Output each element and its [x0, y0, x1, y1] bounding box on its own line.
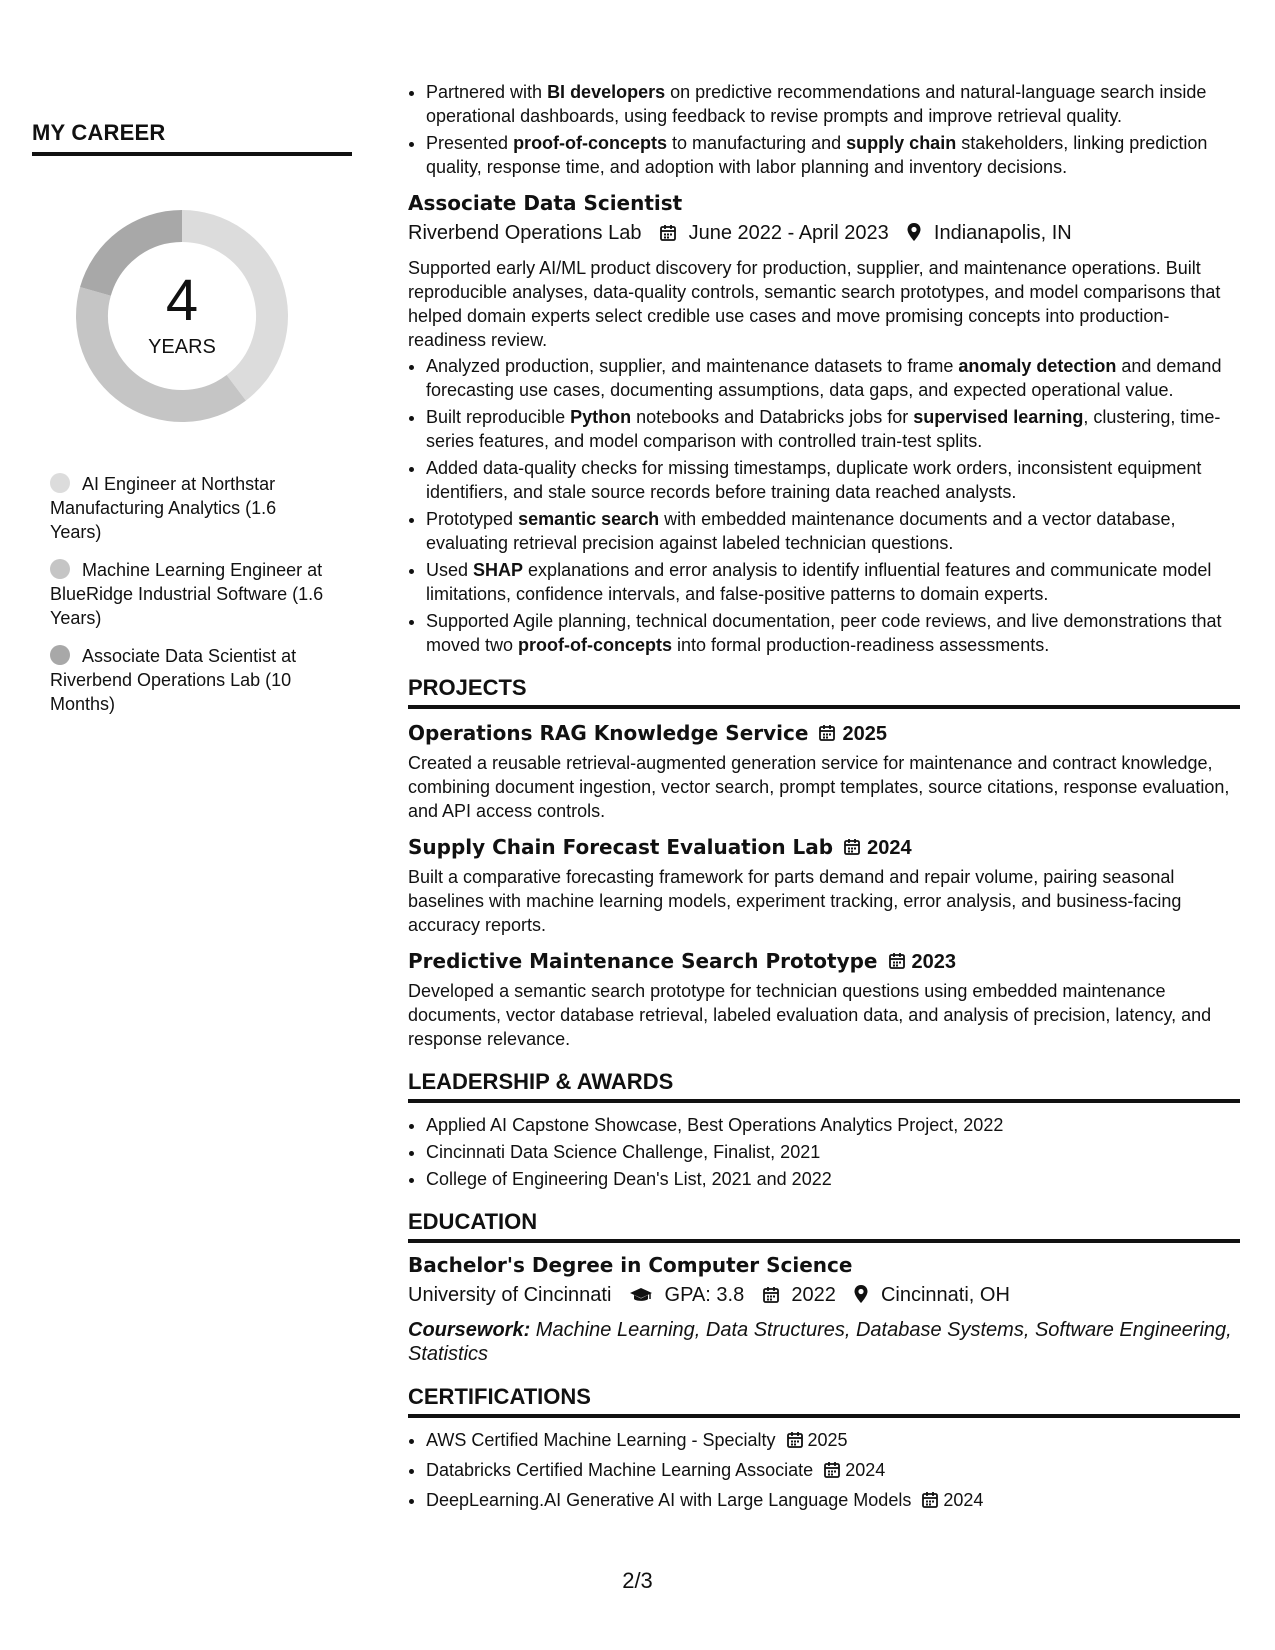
calendar-icon: [786, 1431, 804, 1455]
certification-item: [426, 1428, 1240, 1455]
certification-year: 2025: [807, 1430, 848, 1450]
certification-year: 2024: [845, 1460, 886, 1480]
project-year: 2024: [867, 837, 912, 859]
bullet-item: [426, 456, 1240, 504]
education-heading: EDUCATION: [408, 1209, 1240, 1243]
legend-label: Machine Learning Engineer at BlueRidge Industrial Software (1.6 Years): [50, 560, 324, 628]
bold-keyword: anomaly detection: [958, 356, 1117, 376]
calendar-icon: [823, 1461, 841, 1485]
certifications-list: [408, 1428, 1240, 1515]
certification-name: Databricks Certified Machine Learning Associate: [426, 1460, 814, 1480]
project-title: [408, 721, 1240, 747]
project-description: Developed a semantic search prototype for technician questions using embedded maintenance documents, vector database retrieval, labeled evaluation data, and analysis of precision, latency, and response relevance.: [408, 981, 1212, 1049]
awards-heading: LEADERSHIP & AWARDS: [408, 1069, 1240, 1103]
legend-item: [50, 472, 330, 544]
project-year: 2023: [911, 951, 956, 973]
project-name: Predictive Maintenance Search Prototype: [408, 949, 878, 973]
bullet-item: [426, 507, 1240, 555]
bullet-text: stakeholders, linking prediction quality, response time, and adoption with labor planning and inventory decisions.: [426, 133, 1208, 177]
bullet-text: Analyzed production, supplier, and maintenance datasets to frame: [426, 356, 959, 376]
bold-keyword: BI developers: [547, 82, 666, 102]
calendar-icon: [843, 837, 861, 861]
certification-year: 2024: [943, 1490, 984, 1510]
project-description: Created a reusable retrieval-augmented generation service for maintenance and contract knowledge, combining document ingestion, vector search, prompt templates, source citations, response evaluation, and API access controls.: [408, 753, 1230, 821]
bold-keyword: proof-of-concepts: [513, 133, 668, 153]
bullet-text: notebooks and Databricks jobs for: [631, 407, 914, 427]
projects-heading: PROJECTS: [408, 675, 1240, 709]
legend-item: [50, 558, 330, 630]
project-title: [408, 835, 1240, 861]
bullet-item: [426, 131, 1240, 179]
project-name: Supply Chain Forecast Evaluation Lab: [408, 835, 834, 859]
calendar-icon: [888, 951, 906, 975]
bold-keyword: SHAP: [473, 560, 524, 580]
bullet-text: into formal production-readiness assessments.: [672, 635, 1050, 655]
bold-keyword: proof-of-concepts: [518, 635, 673, 655]
legend-item: [50, 644, 330, 716]
job-meta: [408, 219, 1240, 250]
job-summary: Supported early AI/ML product discovery for production, supplier, and maintenance operations. Built reproducible analyses, data-quality controls, semantic search prototypes, and model comparisons that helped domain experts select credible use cases and move promising concepts into production-readiness review.: [408, 258, 1221, 350]
project-name: Operations RAG Knowledge Service: [408, 721, 809, 745]
job-location: Indianapolis, IN: [933, 222, 1072, 244]
calendar-icon: [659, 222, 677, 250]
legend-swatch: [50, 473, 70, 493]
legend-swatch: [50, 559, 70, 579]
legend-label: Associate Data Scientist at Riverbend Operations Lab (10 Months): [50, 646, 297, 714]
school-name: University of Cincinnati: [408, 1284, 612, 1306]
job-company: Riverbend Operations Lab: [408, 222, 642, 244]
career-donut-chart: [62, 196, 302, 436]
bold-keyword: supply chain: [846, 133, 957, 153]
award-item: • Applied AI Capstone Showcase, Best Operations Analytics Project, 2022: [426, 1113, 1240, 1137]
legend-swatch: [50, 645, 70, 665]
bullet-text: , clustering, time-series features, and model comparison with controlled train-test splits.: [426, 407, 1221, 451]
certification-name: DeepLearning.AI Generative AI with Large Language Models: [426, 1490, 912, 1510]
bullet-item: [426, 609, 1240, 657]
total-years-unit: YEARS: [148, 336, 216, 358]
career-legend: [50, 472, 330, 716]
calendar-icon: [762, 1284, 780, 1312]
bold-keyword: supervised learning: [913, 407, 1084, 427]
job-title: Associate Data Scientist: [408, 191, 683, 215]
bullet-item: [426, 80, 1240, 128]
certification-name: AWS Certified Machine Learning - Specialty: [426, 1430, 776, 1450]
awards-list: [408, 1113, 1240, 1191]
bullet-item: [426, 405, 1240, 453]
total-years-value: 4: [165, 268, 199, 333]
projects-list: [408, 721, 1240, 1051]
coursework-label: Coursework:: [408, 1319, 531, 1341]
map-pin-icon: [906, 222, 922, 250]
bullet-text: Prototyped: [426, 509, 519, 529]
calendar-icon: [921, 1491, 939, 1515]
bullet-text: and demand forecasting use cases, documenting assumptions, data gaps, and expected operational value.: [426, 356, 1222, 400]
project-description: Built a comparative forecasting framework for parts demand and repair volume, pairing seasonal baselines with machine learning models, experiment tracking, error analysis, and business-facing accuracy reports.: [408, 867, 1182, 935]
coursework: [408, 1318, 1240, 1366]
certification-item: [426, 1458, 1240, 1485]
school-location: Cincinnati, OH: [880, 1284, 1010, 1306]
bullet-text: Presented: [426, 133, 514, 153]
bold-keyword: semantic search: [518, 509, 660, 529]
bullet-text: Built reproducible: [426, 407, 571, 427]
certification-item: [426, 1488, 1240, 1515]
award-item: • College of Engineering Dean's List, 2021 and 2022: [426, 1167, 1240, 1191]
bullet-text: Used: [426, 560, 474, 580]
graduation-cap-icon: [629, 1284, 653, 1312]
bullet-item: [426, 558, 1240, 606]
degree-title: Bachelor's Degree in Computer Science: [408, 1253, 853, 1277]
coursework-list: Machine Learning, Data Structures, Database Systems, Software Engineering, Statistics: [408, 1319, 1232, 1365]
graduation-year: 2022: [791, 1284, 836, 1306]
bullet-text: Partnered with: [426, 82, 548, 102]
career-sidebar: [32, 120, 352, 730]
bullet-text: Supported Agile planning, technical documentation, peer code reviews, and live demonstrations that moved two: [426, 611, 1222, 655]
project-title: [408, 949, 1240, 975]
map-pin-icon: [853, 1284, 869, 1312]
page-number: 2/3: [622, 1568, 653, 1593]
project-year: 2025: [842, 723, 887, 745]
previous-role-bullets: [408, 80, 1240, 179]
bullet-text: with embedded maintenance documents and a vector database, evaluating retrieval precision against labeled technician questions.: [426, 509, 1176, 553]
education-meta: [408, 1281, 1240, 1312]
bold-keyword: Python: [570, 407, 632, 427]
job-dates: June 2022 - April 2023: [688, 222, 889, 244]
bullet-item: [426, 354, 1240, 402]
bullet-text: Added data-quality checks for missing timestamps, duplicate work orders, inconsistent equipment identifiers, and stale source records before training data reached analysts.: [426, 458, 1202, 502]
legend-label: AI Engineer at Northstar Manufacturing Analytics (1.6 Years): [50, 474, 277, 542]
gpa: GPA: 3.8: [664, 1284, 745, 1306]
bullet-text: explanations and error analysis to identify influential features and communicate model limitations, confidence intervals, and false-positive patterns to domain experts.: [426, 560, 1212, 604]
main-content: [408, 80, 1240, 1518]
calendar-icon: [818, 723, 836, 747]
bullet-text: on predictive recommendations and natural-language search inside operational dashboards, using feedback to revise prompts and improve retrieval quality.: [426, 82, 1207, 126]
award-item: • Cincinnati Data Science Challenge, Finalist, 2021: [426, 1140, 1240, 1164]
career-heading: MY CAREER: [32, 120, 352, 156]
job-bullets: [408, 354, 1240, 657]
certifications-heading: CERTIFICATIONS: [408, 1384, 1240, 1418]
bullet-text: to manufacturing and: [667, 133, 847, 153]
